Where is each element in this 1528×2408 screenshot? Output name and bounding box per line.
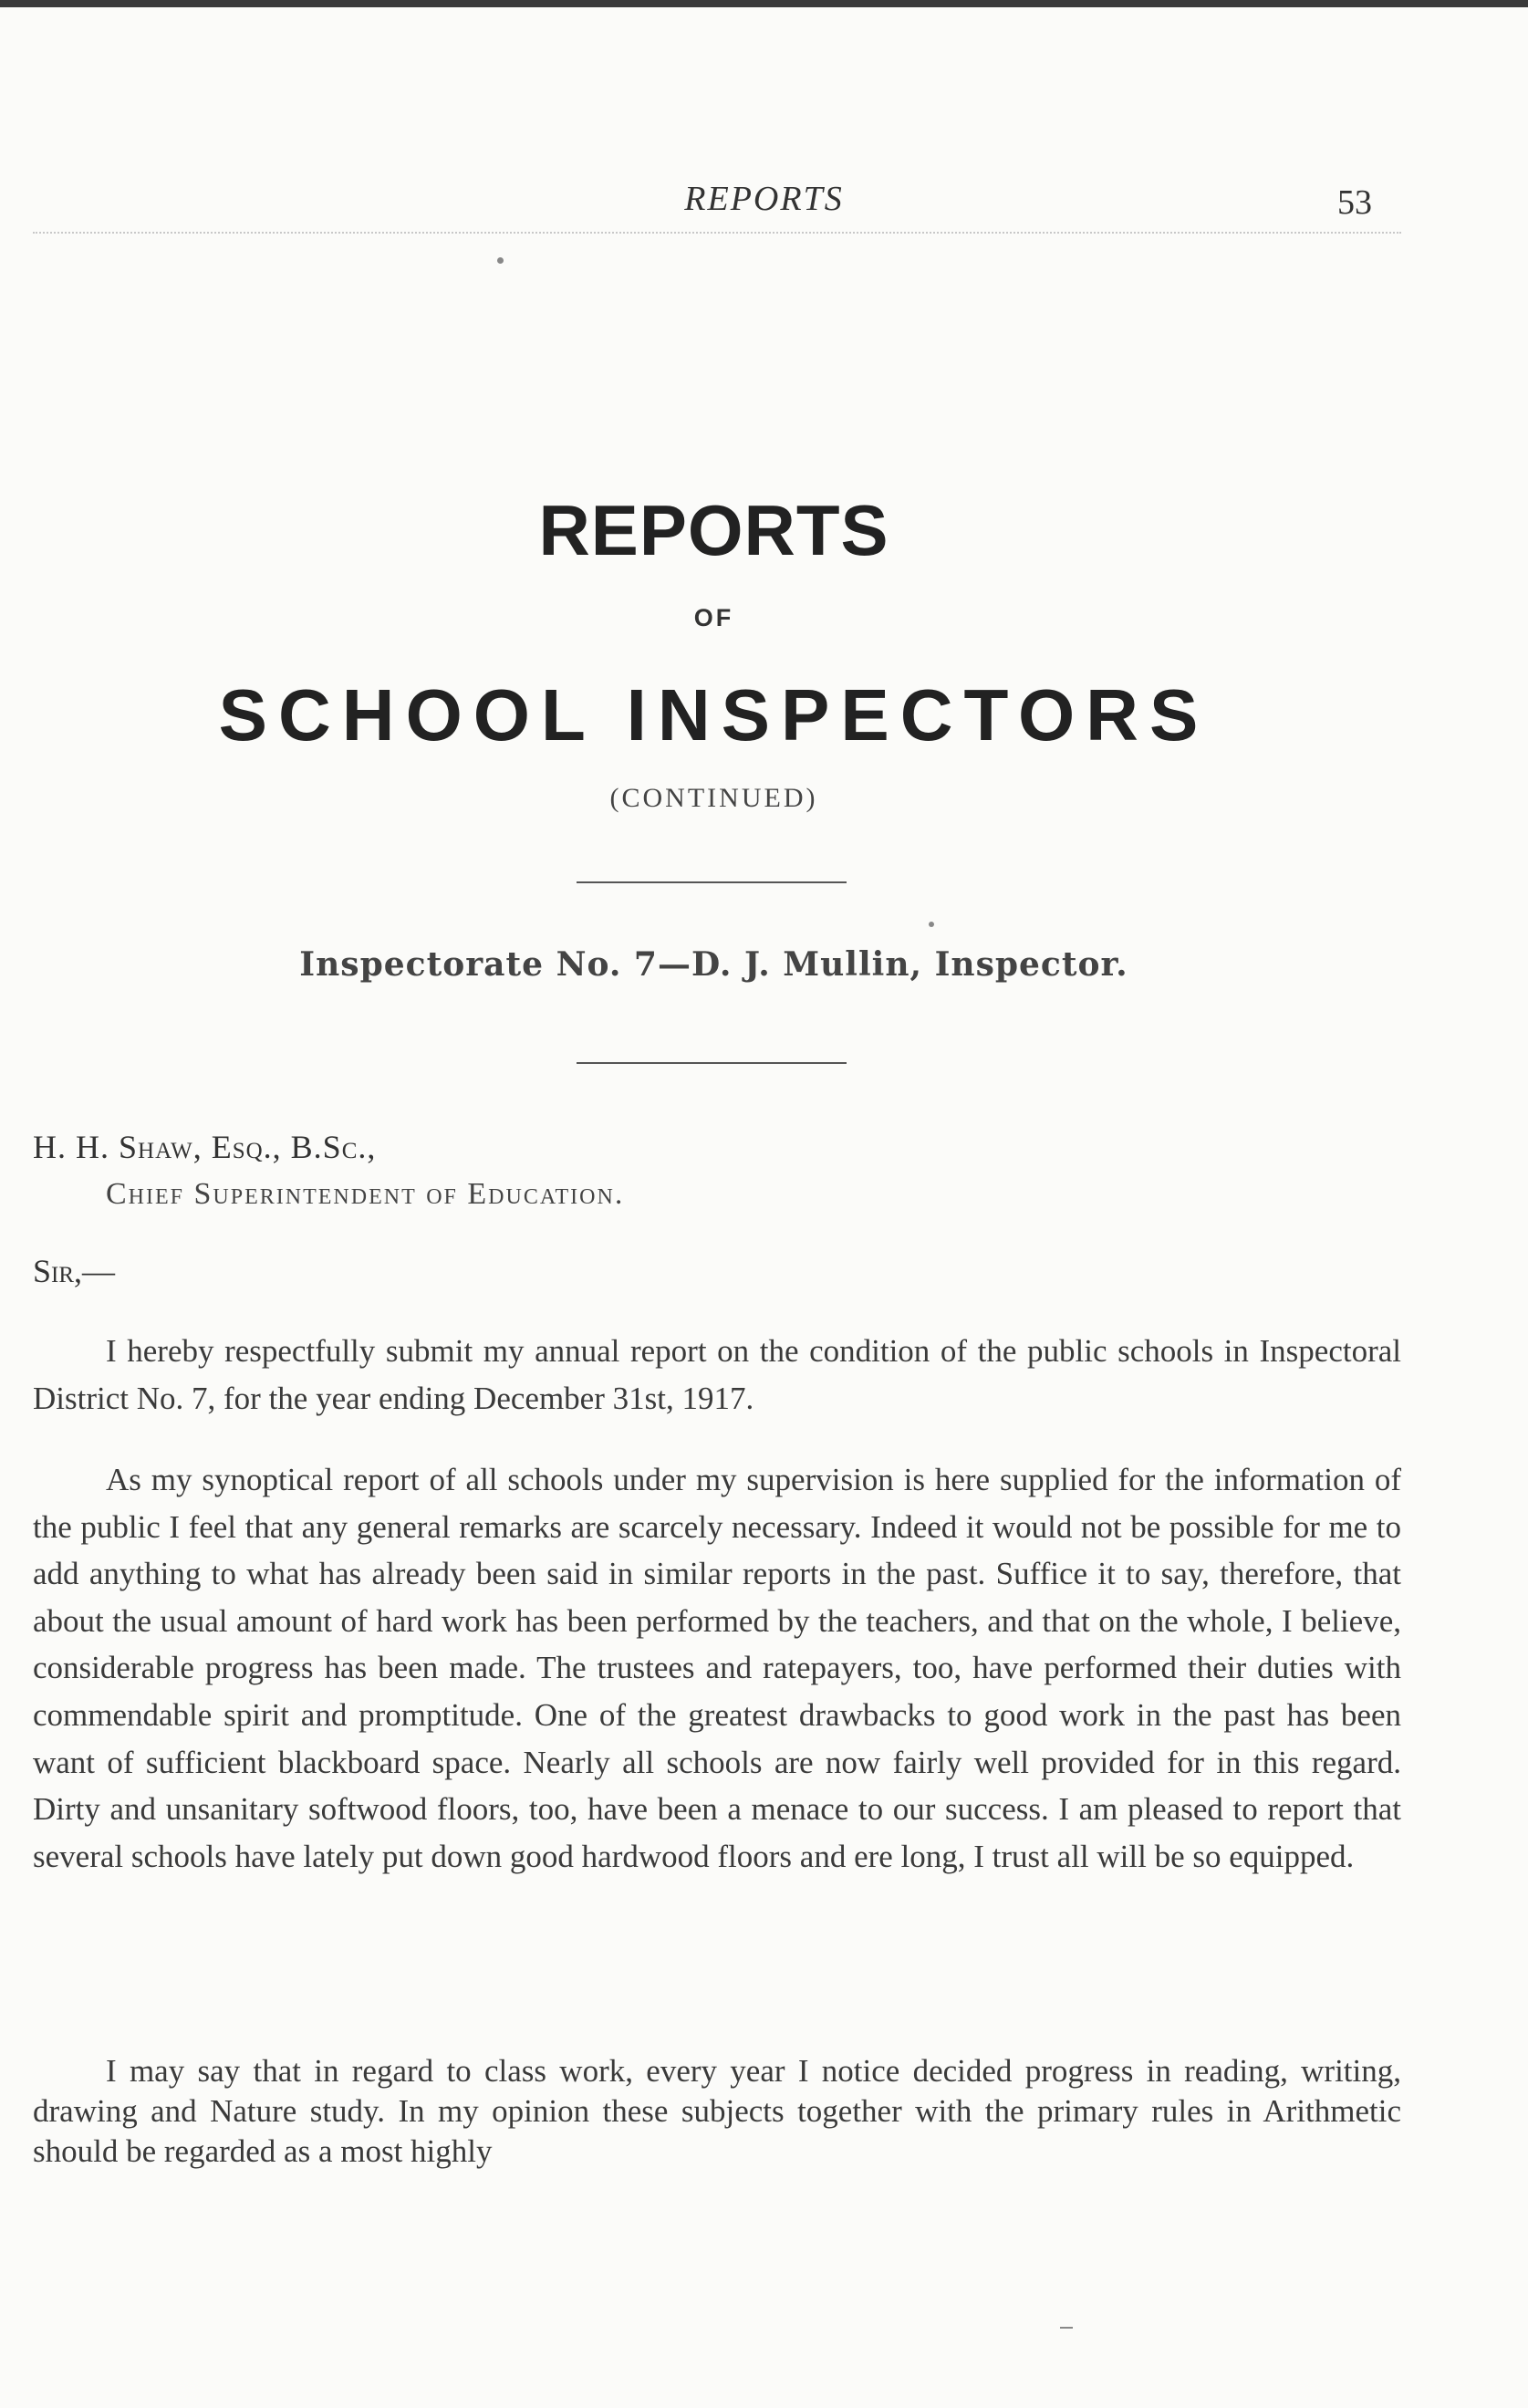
section-divider-bottom <box>577 1062 847 1064</box>
salutation: Sir,— <box>33 1253 116 1289</box>
paragraph-1: I hereby respectfully submit my annual report on the condition of the public schools in Inspectoral District No. 7, for the year ending December 31st, 1917. <box>33 1333 1401 1416</box>
paragraph-2: As my synoptical report of all schools under my supervision is here supplied for the information of the public I feel that any general remarks are scarcely necessary. Indeed it would not be possible for me to add anything to what has already been said in similar reports in the past. Suffice it to say, therefore, that about the usual amount of hard work has been performed by the teachers, and that on the whole, I believe, considerable progress has been made. The trustees and ratepayers, too, have performed their duties with commendable spirit and promptitude. One of the greatest drawbacks to good work in the past has been want of sufficient blackboard space. Nearly all schools are now fairly well provided for in this regard. Dirty and unsanitary softwood floors, too, have been a menace to our success. I am pleased to report that several schools have lately put down good hardwood floors and ere long, I trust all will be so equipped. <box>33 1462 1401 1874</box>
scan-speck <box>497 257 504 264</box>
title-continued: (CONTINUED) <box>609 783 818 813</box>
addressee-name: H. H. Shaw, Esq., B.Sc., <box>33 1129 377 1165</box>
title-school-inspectors: SCHOOL INSPECTORS <box>218 674 1210 756</box>
running-head-rule <box>33 232 1401 234</box>
page-number: 53 <box>1337 183 1372 222</box>
inspectorate-heading: Inspectorate No. 7—D. J. Mullin, Inspector. <box>299 945 1128 984</box>
section-divider-top <box>577 881 847 883</box>
title-reports: REPORTS <box>538 490 889 570</box>
page-top-edge <box>0 0 1528 7</box>
paragraph-3: I may say that in regard to class work, every year I notice decided progress in reading, writing, drawing and Nature study. In my opinion these subjects together with the primary rules in Arithmetic should be regarded as a most highly <box>33 2053 1401 2169</box>
title-of: OF <box>693 604 734 631</box>
scan-speck <box>1060 2327 1073 2329</box>
scan-speck <box>929 922 934 927</box>
addressee-title: Chief Superintendent of Education. <box>106 1177 625 1211</box>
running-head: REPORTS <box>684 180 844 218</box>
